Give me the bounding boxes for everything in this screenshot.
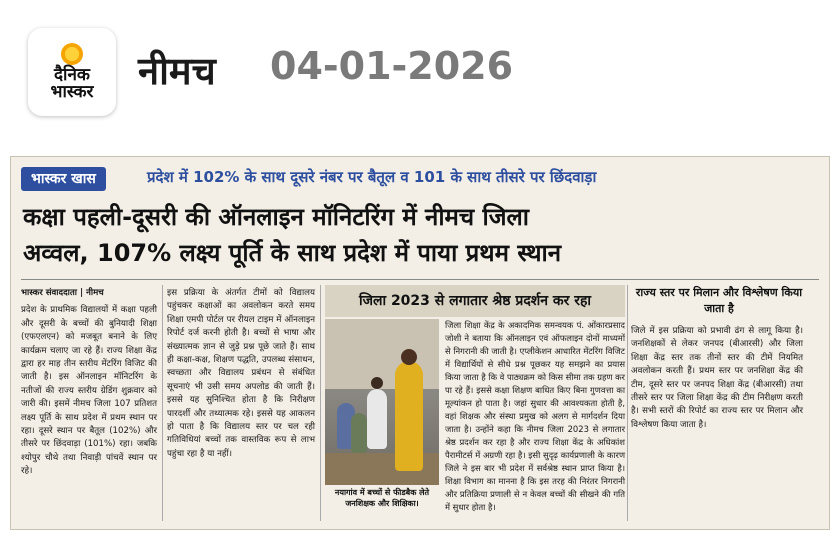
headline	[23, 199, 819, 271]
section-tag: भास्कर खास	[21, 167, 106, 191]
column-3-text: जिला शिक्षा केंद्र के अकादमिक समन्वयक पं. ओंकारप्रसाद जोशी ने बताया कि ऑनलाइन एवं ऑफलाइन दोनों माध्यमों से निगरानी की जाती है। एप्लीकेशन आधारित मेंटरिंग विजिट में विद्यार्थियों से सीधे प्रश्न पूछकर यह समझने का प्रयास किया जाता है कि वे पाठ्यक्रम को किस सीमा तक ग्रहण कर पा रहे हैं। इससे कक्षा शिक्षण बाधित किए बिना गुणवत्ता का मूल्यांकन हो पाता है। जहां सुधार की आवश्यकता होती है, वहां शिक्षक और संस्था प्रमुख को अलग से मार्गदर्शन दिया जाता है। उन्होंने कहा कि नीमच जिला 2023 से लगातार श्रेष्ठ प्रदर्शन कर रहा है और राज्य शिक्षा केंद्र के अधिकांश पैरामीटर्स में अग्रणी रहा है। इसी सुदृढ़ कार्यप्रणाली के कारण जिले ने इस बार भी प्रदेश में सर्वश्रेष्ठ स्थान प्राप्त किया है। शिक्षा विभाग का मानना है कि इस तरह की निरंतर निगरानी और प्रतिक्रिया प्रणाली से न केवल बच्चों की सीखने की गति में सुधार होता है।	[445, 320, 625, 512]
column-1	[21, 287, 157, 479]
photo-caption: नयागांव में बच्चों से फीडबैक लेते जनशिक्षक और शिक्षिका।	[334, 488, 430, 508]
column-4-heading: राज्य स्तर पर मिलान और विश्लेषण किया जाता है	[635, 286, 803, 315]
edition-date: 04-01-2026	[270, 44, 514, 88]
headline-line-2: अव्वल, 107% लक्ष्य पूर्ति के साथ प्रदेश में पाया प्रथम स्थान	[23, 239, 562, 267]
column-divider	[320, 285, 321, 521]
column-1-text: प्रदेश के प्राथमिक विद्यालयों में कक्षा पहली और दूसरी के बच्चों की बुनियादी शिक्षा (एफएलएन) को मजबूत बनाने के लिए कार्यक्रम चलाए जा रहे हैं। राज्य शिक्षा केंद्र द्वारा हर माह तीन स्तरीय मेंटरिंग विजिट की जाती है। इस ऑनलाइन मॉनिटरिंग के नतीजों की राज्य स्तरीय ग्रेडिंग शुक्रवार को जारी की। इसमें नीमच जिला 107 प्रतिशत लक्ष्य पूर्ति के साथ प्रदेश में प्रथम स्थान पर रहा। दूसरे स्थान पर बैतूल (102%) और तीसरे पर छिंदवाड़ा (101%) रहा। जबकि श्योपुर चौथे तथा निवाड़ी पांचवें स्थान पर रहे।	[21, 305, 157, 477]
edition-city: नीमच	[138, 49, 216, 93]
dainik-bhaskar-logo	[28, 28, 116, 116]
newspaper-clipping	[10, 156, 830, 530]
column-4-text: जिले में इस प्रक्रिया को प्रभावी ढंग से लागू किया है। जनशिक्षकों से लेकर जनपद (बीआरसी) और जिला शिक्षा केंद्र स्तर तक तीनों स्तर की टीमें नियमित अवलोकन करती हैं। प्रथम स्तर पर जनशिक्षा केंद्र की टीम, दूसरे स्तर पर जनपद शिक्षा केंद्र (बीआरसी) तथा तीसरे स्तर पर जिला शिक्षा केंद्र की टीम निरीक्षण करती है। सभी स्तरों की रिपोर्ट का राज्य स्तर पर मिलान और विश्लेषण किया जाता है।	[631, 326, 803, 430]
column-divider	[162, 285, 163, 521]
sun-icon	[61, 43, 83, 65]
headline-divider	[21, 279, 819, 280]
feature-title: जिला 2023 से लगातार श्रेष्ठ प्रदर्शन कर रहा	[325, 285, 625, 317]
kicker: प्रदेश में 102% के साथ दूसरे नंबर पर बैतूल व 101 के साथ तीसरे पर छिंदवाड़ा	[147, 168, 597, 186]
column-divider	[627, 285, 628, 521]
byline: भास्कर संवाददाता | नीमच	[21, 288, 104, 298]
logo-line-1: दैनिक	[54, 65, 90, 85]
logo-line-2: भास्कर	[50, 82, 94, 102]
column-2-text: इस प्रक्रिया के अंतर्गत टीमों को विद्यालय पहुंचकर कक्षाओं का अवलोकन करते समय शिक्षा एमपी पोर्टल पर रीयल टाइम में ऑनलाइन रिपोर्ट दर्ज करनी होती है। बच्चों से भाषा और संख्यात्मक ज्ञान से जुड़े प्रश्न पूछे जाते हैं। साथ ही कक्षा-कक्ष, शिक्षण पद्धति, उपलब्ध संसाधन, स्वच्छता और विद्यालय प्रबंधन से संबंधित सूचनाएं भी उसी समय अपलोड की जाती हैं। इससे यह सुनिश्चित होता है कि निरीक्षण पारदर्शी और तथ्यात्मक रहे। इससे यह आकलन हो पाता है कि विद्यालय स्तर पर चल रही गतिविधियां बच्चों तक वास्तविक रूप से लाभ पहुंचा रहा है या नहीं।	[167, 288, 315, 459]
news-photo	[325, 319, 439, 485]
headline-line-1: कक्षा पहली-दूसरी की ऑनलाइन मॉनिटरिंग में नीमच जिला	[23, 203, 530, 231]
